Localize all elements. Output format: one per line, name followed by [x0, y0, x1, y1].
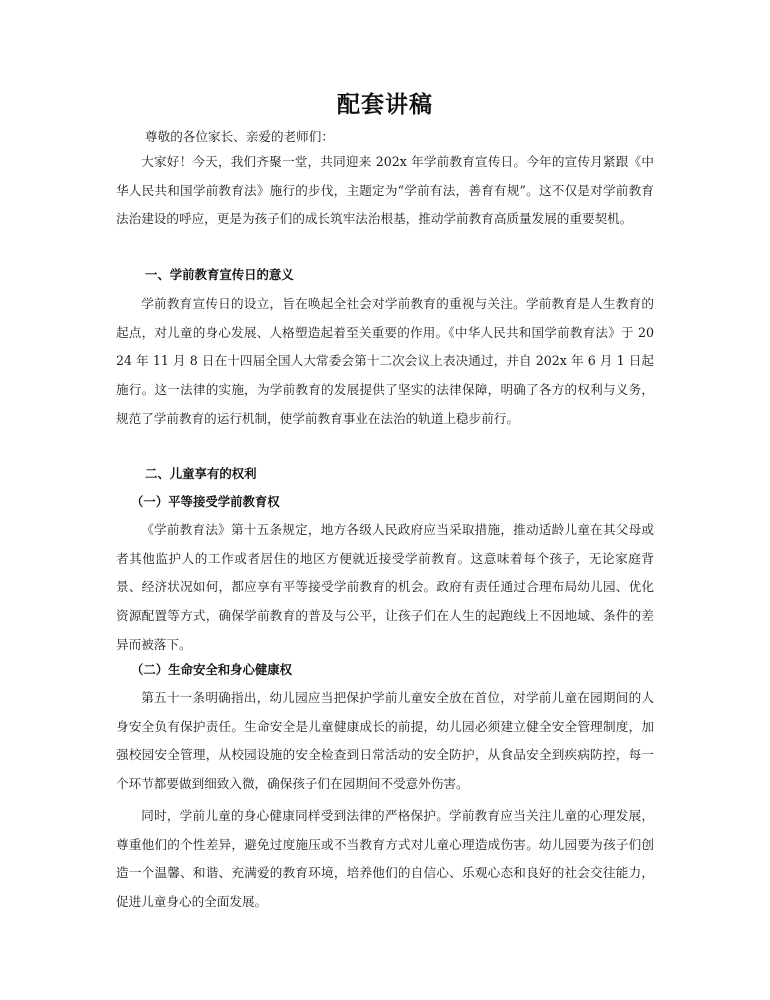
document-title: 配套讲稿 — [337, 92, 433, 118]
subsection-2-2-heading: （二）生命安全和身心健康权 — [131, 662, 293, 677]
section-1-heading: 一、学前教育宣传日的意义 — [145, 267, 294, 282]
section-2-heading: 二、儿童享有的权利 — [145, 466, 257, 481]
subsection-2-2-paragraph-2: 同时，学前儿童的身心健康同样受到法律的严格保护。学前教育应当关注儿童的心理发展，尊重他们的个性差异，避免过度施压或不当教育方式对儿童心理造成伤害。幼儿园要为孩子们创造一个温馨、和谐、充满爱的教育环境，培养他们的自信心、乐观心态和良好的社会交往能力，促进儿童身心的全面发展。 — [116, 808, 654, 910]
subsection-2-1-heading: （一）平等接受学前教育权 — [131, 494, 280, 509]
salutation: 尊敬的各位家长、亲爱的老师们： — [145, 129, 334, 144]
intro-paragraph: 大家好！今天，我们齐聚一堂，共同迎来 202x 年学前教育宣传日。今年的宣传月紧跟《中华人民共和国学前教育法》施行的步伐，主题定为“学前有法，善育有规”。这不仅是对学前教育法治建设的呼应，更是为孩子们的成长筑牢法治根基，推动学前教育高质量发展的重要契机。 — [116, 154, 654, 227]
subsection-2-1-paragraph: 《学前教育法》第十五条规定，地方各级人民政府应当采取措施，推动适龄儿童在其父母或者其他监护人的工作或者居住的地区方便就近接受学前教育。这意味着每个孩子，无论家庭背景、经济状况如何，都应享有平等接受学前教育的机会。政府有责任通过合理布局幼儿园、优化资源配置等方式，确保学前教育的普及与公平，让孩子们在人生的起跑线上不因地域、条件的差异而被落下。 — [116, 522, 654, 652]
section-1-paragraph: 学前教育宣传日的设立，旨在唤起全社会对学前教育的重视与关注。学前教育是人生教育的起点，对儿童的身心发展、人格塑造起着至关重要的作用。《中华人民共和国学前教育法》于 2024 年 11 月 8 日在十四届全国人大常委会第十二次会议上表决通过，并自 202x 年 6 月 1 日起施行。这一法律的实施，为学前教育的发展提供了坚实的法律保障，明确了各方的权利与义务，规范了学前教育的运行机制，使学前教育事业在法治的轨道上稳步前行。 — [116, 296, 654, 426]
subsection-2-2-paragraph-1: 第五十一条明确指出，幼儿园应当把保护学前儿童安全放在首位，对学前儿童在园期间的人身安全负有保护责任。生命安全是儿童健康成长的前提，幼儿园必须建立健全安全管理制度，加强校园安全管理，从校园设施的安全检查到日常活动的安全防护，从食品安全到疾病防控，每一个环节都要做到细致入微，确保孩子们在园期间不受意外伤害。 — [116, 690, 654, 792]
